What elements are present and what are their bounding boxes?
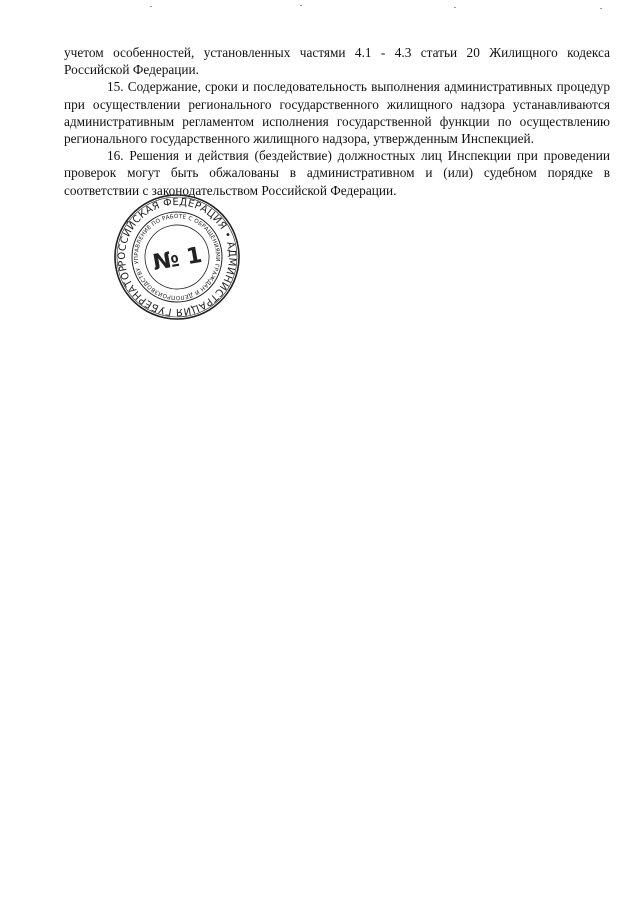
official-seal bbox=[113, 193, 241, 321]
paragraph-continuation: учетом особенностей, установленных частями 4.1 - 4.3 статьи 20 Жилищного кодекса Российской Федерации. bbox=[64, 45, 610, 78]
seal-outer-text: РОССИЙСКАЯ ФЕДЕРАЦИЯ • АДМИНИСТРАЦИЯ ГУБЕРНАТОРА bbox=[116, 196, 238, 318]
paragraph-15: 15. Содержание, сроки и последовательность выполнения административных процедур при осуществлении регионального государственного жилищного надзора устанавливаются административным регламентом исполнения государственной функции по осуществлению регионального государственного жилищного надзора, утвержденным Инспекцией. bbox=[64, 79, 610, 147]
paragraph-16: 16. Решения и действия (бездействие) должностных лиц Инспекции при проведении проверок могут быть обжалованы в административном и (или) судебном порядке в соответствии с законодательством Российской Федерации. bbox=[64, 148, 610, 198]
scan-speck bbox=[454, 7, 456, 8]
scan-speck bbox=[300, 5, 302, 6]
seal-number: № 1 bbox=[150, 242, 204, 277]
seal-graphic bbox=[113, 193, 241, 321]
seal-inner-text: УПРАВЛЕНИЕ ПО РАБОТЕ С ОБРАЩЕНИЯМИ ГРАЖДАН И ДЕЛОПРОИЗВОДСТВУ bbox=[133, 213, 221, 301]
scan-speck bbox=[150, 6, 152, 7]
scan-speck bbox=[600, 8, 602, 9]
document-body bbox=[64, 44, 610, 199]
